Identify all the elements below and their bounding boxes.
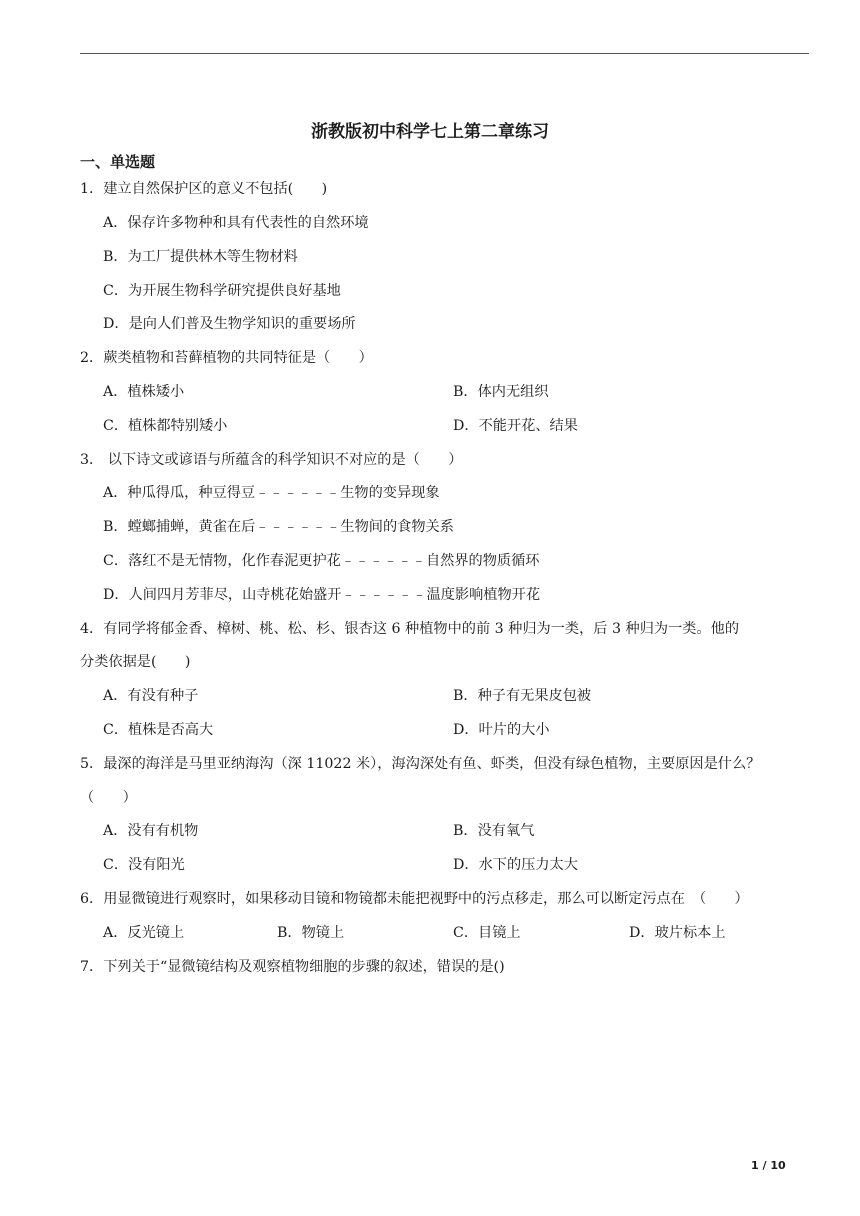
question-6-option-a: A．反光镜上 bbox=[103, 925, 185, 941]
question-5-stem-line1: 5．最深的海洋是马里亚纳海沟（深 11022 米），海沟深处有鱼、虾类，但没有绿色植物，主要原因是什么？ bbox=[80, 756, 761, 772]
question-4-stem-line1: 4．有同学将郁金香、樟树、桃、松、杉、银杏这 6 种植物中的前 3 种归为一类，后 3 种归为一类。他的 bbox=[80, 621, 740, 637]
question-4-option-d: D．叶片的大小 bbox=[453, 722, 550, 738]
question-5-option-b: B．没有氧气 bbox=[453, 823, 535, 839]
question-6-stem: 6．用显微镜进行观察时，如果移动目镜和物镜都未能把视野中的污点移走，那么可以断定污点在 （ ） bbox=[80, 891, 749, 907]
question-3-option-a: A．种瓜得瓜，种豆得豆﹣﹣﹣﹣﹣﹣生物的变异现象 bbox=[103, 485, 440, 501]
header-rule bbox=[80, 53, 809, 54]
question-3-option-c: C．落红不是无情物，化作春泥更护花﹣﹣﹣﹣﹣﹣自然界的物质循环 bbox=[103, 553, 540, 569]
question-5-option-d: D．水下的压力太大 bbox=[453, 857, 578, 873]
question-2-option-c: C．植株都特别矮小 bbox=[103, 418, 228, 434]
question-5-option-a: A．没有有机物 bbox=[103, 823, 199, 839]
question-4-option-c: C．植株是否高大 bbox=[103, 722, 214, 738]
question-2-option-a: A．植株矮小 bbox=[103, 384, 185, 400]
question-1-option-c: C．为开展生物科学研究提供良好基地 bbox=[103, 283, 341, 299]
question-5-stem-line2: （ ） bbox=[80, 790, 137, 806]
question-1-option-d: D．是向人们普及生物学知识的重要场所 bbox=[103, 316, 356, 332]
question-2-option-b: B．体内无组织 bbox=[453, 384, 549, 400]
page-number: 1 / 10 bbox=[751, 1159, 786, 1172]
question-3-option-b: B．螳螂捕蝉，黄雀在后﹣﹣﹣﹣﹣﹣生物间的食物关系 bbox=[103, 519, 454, 535]
question-6-option-c: C．目镜上 bbox=[453, 925, 521, 941]
question-4-option-b: B．种子有无果皮包被 bbox=[453, 688, 592, 704]
question-1-option-b: B．为工厂提供林木等生物材料 bbox=[103, 249, 298, 265]
question-2-option-d: D．不能开花、结果 bbox=[453, 418, 578, 434]
document-title: 浙教版初中科学七上第二章练习 bbox=[311, 122, 549, 142]
question-6-option-b: B．物镜上 bbox=[277, 925, 345, 941]
question-4-stem-line2: 分类依据是( ) bbox=[80, 654, 191, 670]
question-5-option-c: C．没有阳光 bbox=[103, 857, 185, 873]
question-3-option-d: D．人间四月芳菲尽，山寺桃花始盛开﹣﹣﹣﹣﹣﹣温度影响植物开花 bbox=[103, 587, 541, 603]
question-1-option-a: A．保存许多物种和具有代表性的自然环境 bbox=[103, 215, 369, 231]
question-3-stem: 3． 以下诗文或谚语与所蕴含的科学知识不对应的是（ ） bbox=[80, 452, 463, 468]
section-heading: 一、单选题 bbox=[80, 153, 156, 171]
question-6-option-d: D．玻片标本上 bbox=[629, 925, 726, 941]
question-7-stem: 7．下列关于“显微镜结构及观察植物细胞的步骤的叙述，错误的是() bbox=[80, 959, 505, 975]
question-2-stem: 2．蕨类植物和苔藓植物的共同特征是（ ） bbox=[80, 350, 373, 366]
question-4-option-a: A．有没有种子 bbox=[103, 688, 199, 704]
question-1-stem: 1．建立自然保护区的意义不包括( ) bbox=[80, 181, 328, 197]
